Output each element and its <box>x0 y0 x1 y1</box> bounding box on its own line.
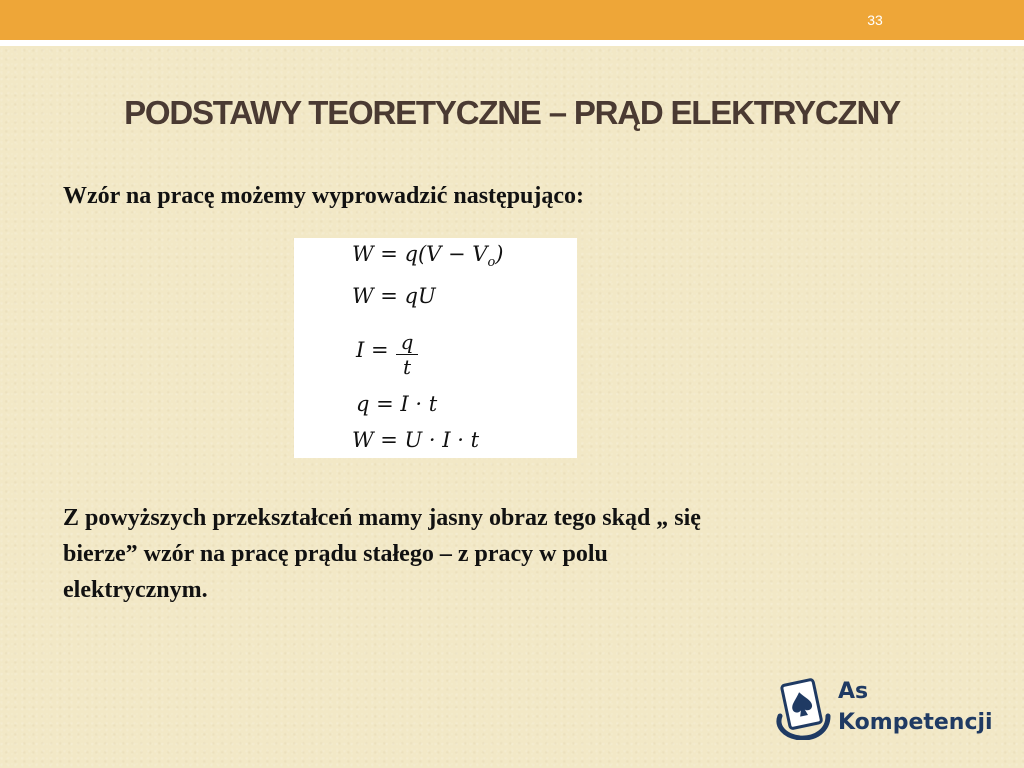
formula-current-lhs: I = <box>356 338 389 362</box>
spade-card-icon <box>770 676 834 740</box>
formula-work-final: W = U · I · t <box>352 428 480 452</box>
conclusion-text: Z powyższych przekształceń mamy jasny obraz tego skąd „ się bierze” wzór na pracę prądu stałego – z pracy w polu elektrycznym. <box>63 505 701 603</box>
as-kompetencji-logo <box>770 672 1000 752</box>
formula-close-paren: ) <box>495 242 504 266</box>
formula-work-voltage: W = qU <box>352 284 436 308</box>
formula-charge: q = I · t <box>356 392 438 416</box>
slide-number: 33 <box>867 12 883 28</box>
fraction-denominator: t <box>402 355 412 379</box>
formula-work-potential-main: W = q(V − V <box>352 242 488 266</box>
formula-current-fraction <box>394 330 420 379</box>
formula-work-potential <box>352 242 503 270</box>
logo-text: As Kompetencji <box>838 679 993 735</box>
fraction-numerator: q <box>400 330 414 354</box>
top-bar <box>0 0 1024 46</box>
slide-title: PODSTAWY TEORETYCZNE – PRĄD ELEKTRYCZNY <box>124 94 900 131</box>
formula-subscript: o <box>487 255 496 270</box>
intro-text: Wzór na pracę możemy wyprowadzić następująco: <box>63 183 585 209</box>
formula-image <box>294 238 577 458</box>
